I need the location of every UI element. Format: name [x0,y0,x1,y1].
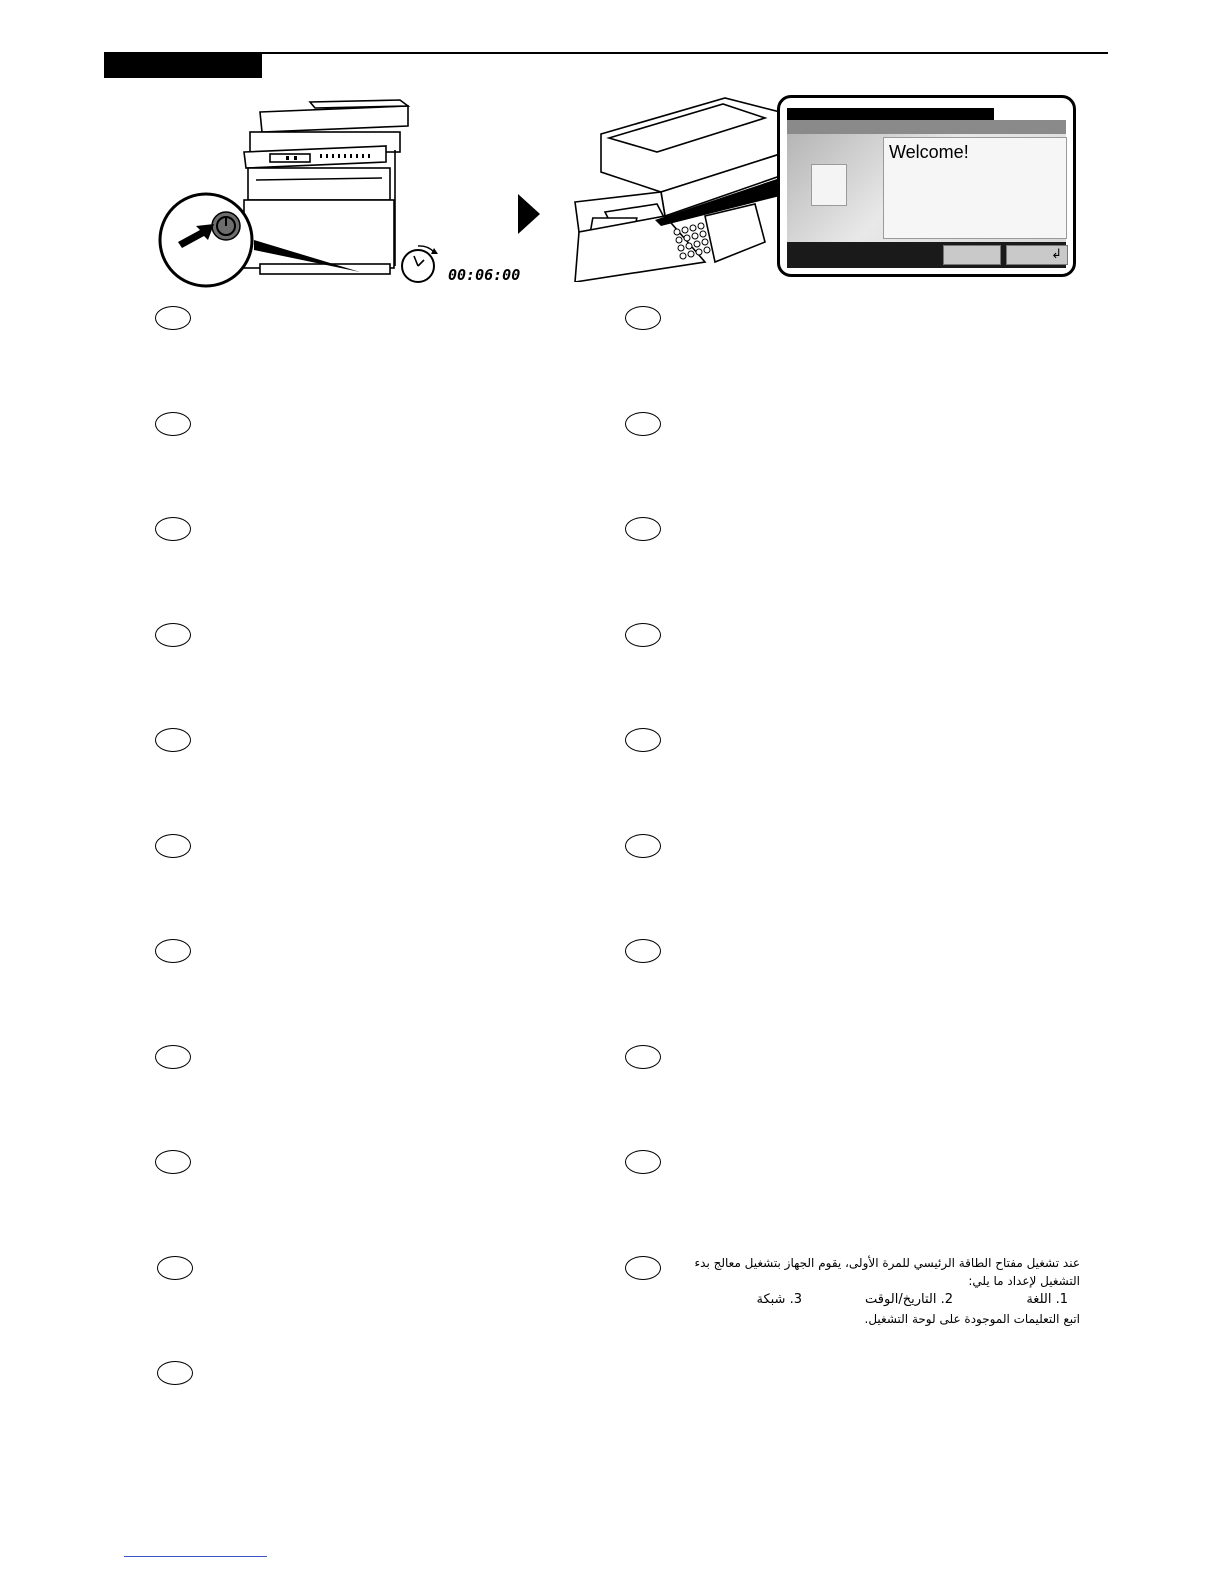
language-badge [155,306,191,330]
language-badge [155,623,191,647]
language-badge [155,412,191,436]
language-badge [625,728,661,752]
screen-header-band [787,120,1066,134]
screen-body [787,134,1066,242]
arabic-line-1: عند تشغيل مفتاح الطاقة الرئيسي للمرة الأولى، يقوم الجهاز بتشغيل معالج بدء [694,1256,1080,1270]
printer-power-on-illustration [150,90,530,300]
language-badge [155,517,191,541]
arabic-item-datetime: 2. التاريخ/الوقت [865,1292,953,1307]
screen-title-bar [787,108,994,120]
language-badge [625,939,661,963]
footer-rule [124,1556,267,1557]
language-badge [625,412,661,436]
screen-next-button[interactable] [1006,245,1068,265]
language-badge [155,728,191,752]
section-header-tab [104,54,262,78]
language-badge [625,1150,661,1174]
enter-icon: ↲ [1051,247,1062,262]
language-badge [625,623,661,647]
language-badge [625,1045,661,1069]
language-badge [155,834,191,858]
arabic-setup-list [690,1290,1080,1310]
language-badge [625,306,661,330]
next-step-arrow-icon [518,194,540,234]
timer-readout: 00:06:00 [448,266,521,284]
box-graphic [811,164,847,206]
arabic-line-2: التشغيل لإعداد ما يلي: [968,1274,1080,1288]
language-badge [155,1150,191,1174]
arabic-instruction: اتبع التعليمات الموجودة على لوحة التشغيل. [864,1312,1080,1326]
language-badge [155,939,191,963]
screen-blank-button[interactable] [943,245,1001,265]
language-badge [625,517,661,541]
language-badge [157,1256,193,1280]
language-badge [625,834,661,858]
language-badge [625,1256,661,1280]
screen-button-bar [787,242,1066,268]
printer-panel-illustration [565,92,780,282]
arabic-item-network: 3. شبكة [756,1292,802,1307]
arabic-instructions [690,1254,1080,1328]
arabic-item-language: 1. اللغة [1026,1292,1068,1307]
welcome-text: Welcome! [889,142,969,162]
welcome-message-box [883,137,1067,239]
language-badge [157,1361,193,1385]
language-badge [155,1045,191,1069]
touch-screen-callout [777,95,1076,277]
